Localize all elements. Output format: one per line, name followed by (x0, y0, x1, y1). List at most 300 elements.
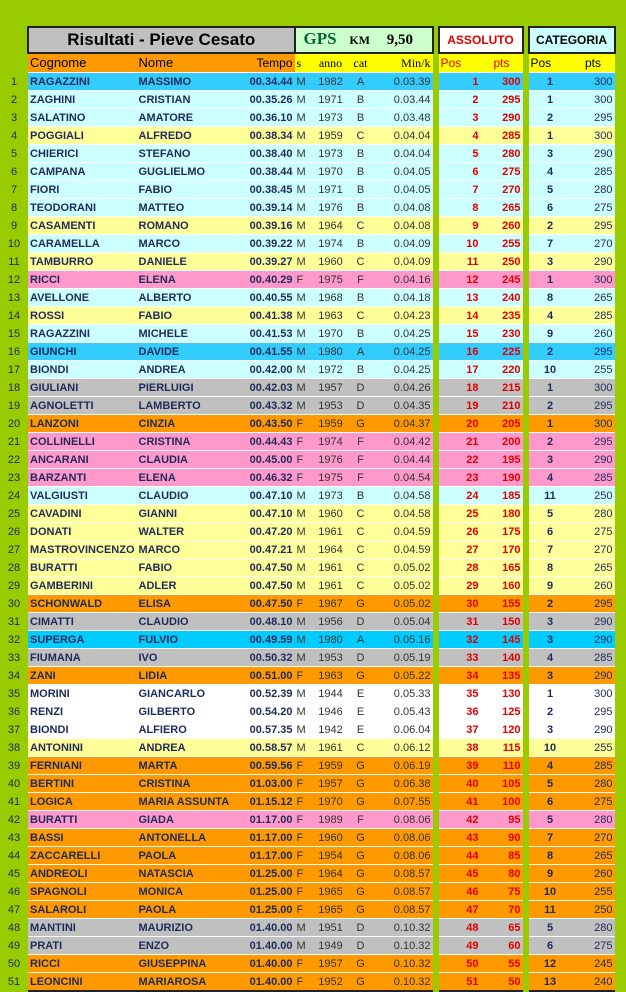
row-number: 31 (0, 613, 28, 631)
assoluto-pos-cell: 32 (439, 631, 481, 649)
row-number: 7 (0, 181, 28, 199)
col-cognome: Cognome (28, 53, 137, 73)
categoria-pts-cell: 295 (572, 433, 615, 451)
assoluto-pos-cell: 42 (439, 811, 481, 829)
assoluto-pos-cell: 27 (439, 541, 481, 559)
categoria-pos-cell: 9 (529, 865, 572, 883)
nome-cell: CLAUDIO (137, 613, 241, 631)
cognome-cell: BERTINI (28, 775, 137, 793)
categoria-pos-cell: 5 (529, 919, 572, 937)
assoluto-pos-cell: 1 (439, 73, 481, 91)
col-min: Min/k (373, 53, 433, 73)
cognome-cell: FIORI (28, 181, 137, 199)
categoria-pts-cell: 270 (572, 541, 615, 559)
assoluto-pts-cell: 50 (481, 973, 523, 992)
tempo-cell: 00.39.16 (241, 217, 295, 235)
cognome-cell: AGNOLETTI (28, 397, 137, 415)
pace-cell: 0.08.06 (373, 811, 433, 829)
assoluto-pos-cell: 47 (439, 901, 481, 919)
col-tempo: Tempo (241, 53, 295, 73)
pace-cell: 0.04.59 (373, 541, 433, 559)
anno-cell: 1989 (313, 811, 349, 829)
row-number: 46 (0, 883, 28, 901)
km-label: KM (349, 33, 370, 47)
pace-cell: 0.03.44 (373, 91, 433, 109)
cat-cell: B (349, 91, 373, 109)
sex-cell: M (295, 577, 313, 595)
categoria-pts-cell: 295 (572, 217, 615, 235)
cognome-cell: TAMBURRO (28, 253, 137, 271)
categoria-pts-cell: 290 (572, 253, 615, 271)
assoluto-pts-cell: 135 (481, 667, 523, 685)
col-cat: cat (349, 53, 373, 73)
sex-cell: M (295, 379, 313, 397)
col-cpts: pts (572, 53, 615, 73)
assoluto-pts-cell: 60 (481, 937, 523, 955)
categoria-pos-cell: 12 (529, 955, 572, 973)
categoria-pos-cell: 5 (529, 775, 572, 793)
cat-cell: G (349, 415, 373, 433)
assoluto-pts-cell: 215 (481, 379, 523, 397)
assoluto-pos-cell: 10 (439, 235, 481, 253)
table-row (0, 739, 615, 757)
col-pos: Pos (439, 53, 481, 73)
row-number: 2 (0, 91, 28, 109)
categoria-pos-cell: 5 (529, 505, 572, 523)
categoria-pts-cell: 285 (572, 649, 615, 667)
pace-cell: 0.03.48 (373, 109, 433, 127)
cat-cell: G (349, 757, 373, 775)
row-number: 38 (0, 739, 28, 757)
assoluto-pos-cell: 34 (439, 667, 481, 685)
nome-cell: ANTONELLA (137, 829, 241, 847)
gps-cell (295, 27, 433, 53)
row-number: 14 (0, 307, 28, 325)
sex-cell: M (295, 361, 313, 379)
anno-cell: 1957 (313, 379, 349, 397)
anno-cell: 1952 (313, 973, 349, 992)
assoluto-pts-cell: 220 (481, 361, 523, 379)
assoluto-pts-cell: 260 (481, 217, 523, 235)
categoria-pos-cell: 6 (529, 523, 572, 541)
sex-cell: M (295, 703, 313, 721)
cat-cell: D (349, 937, 373, 955)
nome-cell: CRISTINA (137, 433, 241, 451)
sex-cell: M (295, 325, 313, 343)
pace-cell: 0.04.42 (373, 433, 433, 451)
table-row (0, 487, 615, 505)
assoluto-pts-cell: 295 (481, 91, 523, 109)
assoluto-pts-cell: 100 (481, 793, 523, 811)
pace-cell: 0.04.09 (373, 253, 433, 271)
pace-cell: 0.04.25 (373, 361, 433, 379)
tempo-cell: 00.39.22 (241, 235, 295, 253)
row-number: 23 (0, 469, 28, 487)
cat-cell: B (349, 289, 373, 307)
tempo-cell: 00.44.43 (241, 433, 295, 451)
cognome-cell: BURATTI (28, 811, 137, 829)
anno-cell: 1961 (313, 523, 349, 541)
nome-cell: CRISTIAN (137, 91, 241, 109)
assoluto-pts-cell: 105 (481, 775, 523, 793)
row-number: 42 (0, 811, 28, 829)
categoria-pos-cell: 1 (529, 379, 572, 397)
results-sheet (0, 26, 616, 992)
categoria-pts-cell: 280 (572, 775, 615, 793)
assoluto-pos-cell: 33 (439, 649, 481, 667)
table-row (0, 217, 615, 235)
anno-cell: 1944 (313, 685, 349, 703)
row-number: 26 (0, 523, 28, 541)
tempo-cell: 00.39.27 (241, 253, 295, 271)
nome-cell: MARIA ASSUNTA (137, 793, 241, 811)
nome-cell: PAOLA (137, 847, 241, 865)
anno-cell: 1963 (313, 307, 349, 325)
pace-cell: 0.04.05 (373, 163, 433, 181)
anno-cell: 1975 (313, 271, 349, 289)
assoluto-pos-cell: 3 (439, 109, 481, 127)
cognome-cell: SALAROLI (28, 901, 137, 919)
cat-cell: F (349, 271, 373, 289)
anno-cell: 1954 (313, 847, 349, 865)
pace-cell: 0.05.19 (373, 649, 433, 667)
sex-cell: M (295, 487, 313, 505)
categoria-pts-cell: 270 (572, 829, 615, 847)
anno-cell: 1953 (313, 649, 349, 667)
cognome-cell: ROSSI (28, 307, 137, 325)
nome-cell: FABIO (137, 559, 241, 577)
tempo-cell: 01.03.00 (241, 775, 295, 793)
pace-cell: 0.04.25 (373, 325, 433, 343)
sex-cell: M (295, 631, 313, 649)
categoria-pos-cell: 1 (529, 91, 572, 109)
assoluto-pts-cell: 195 (481, 451, 523, 469)
sex-cell: M (295, 343, 313, 361)
row-number: 33 (0, 649, 28, 667)
cognome-cell: MORINI (28, 685, 137, 703)
cognome-cell: LEONCINI (28, 973, 137, 992)
pace-cell: 0.08.57 (373, 901, 433, 919)
table-row (0, 829, 615, 847)
anno-cell: 1951 (313, 919, 349, 937)
cat-cell: D (349, 613, 373, 631)
cat-cell: F (349, 451, 373, 469)
cognome-cell: BARZANTI (28, 469, 137, 487)
sex-cell: F (295, 973, 313, 992)
sex-cell: F (295, 901, 313, 919)
table-row (0, 379, 615, 397)
categoria-pos-cell: 10 (529, 883, 572, 901)
cognome-cell: ANCARANI (28, 451, 137, 469)
tempo-cell: 00.41.55 (241, 343, 295, 361)
assoluto-pos-cell: 11 (439, 253, 481, 271)
anno-cell: 1967 (313, 595, 349, 613)
categoria-pts-cell: 300 (572, 415, 615, 433)
nome-cell: MARIAROSA (137, 973, 241, 992)
row-number: 16 (0, 343, 28, 361)
pace-cell: 0.04.37 (373, 415, 433, 433)
table-row (0, 577, 615, 595)
sex-cell: F (295, 829, 313, 847)
assoluto-pos-cell: 43 (439, 829, 481, 847)
row-number: 20 (0, 415, 28, 433)
categoria-pts-cell: 295 (572, 595, 615, 613)
sex-cell: M (295, 127, 313, 145)
cat-cell: C (349, 577, 373, 595)
categoria-pos-cell: 3 (529, 451, 572, 469)
cat-cell: D (349, 397, 373, 415)
assoluto-pts-cell: 120 (481, 721, 523, 739)
col-pts: pts (481, 53, 523, 73)
anno-cell: 1976 (313, 199, 349, 217)
cognome-cell: RENZI (28, 703, 137, 721)
nome-cell: CRISTINA (137, 775, 241, 793)
row-number: 15 (0, 325, 28, 343)
row-number: 30 (0, 595, 28, 613)
categoria-pts-cell: 285 (572, 757, 615, 775)
categoria-header: CATEGORIA (529, 27, 615, 53)
categoria-pos-cell: 8 (529, 289, 572, 307)
categoria-pts-cell: 255 (572, 883, 615, 901)
anno-cell: 1965 (313, 901, 349, 919)
cognome-cell: CAVADINI (28, 505, 137, 523)
pace-cell: 0.05.22 (373, 667, 433, 685)
tempo-cell: 00.41.38 (241, 307, 295, 325)
categoria-pts-cell: 285 (572, 469, 615, 487)
anno-cell: 1964 (313, 217, 349, 235)
assoluto-pts-cell: 210 (481, 397, 523, 415)
cat-cell: A (349, 631, 373, 649)
anno-cell: 1980 (313, 631, 349, 649)
sex-cell: M (295, 181, 313, 199)
anno-cell: 1975 (313, 469, 349, 487)
categoria-pos-cell: 1 (529, 685, 572, 703)
cognome-cell: CHIERICI (28, 145, 137, 163)
assoluto-pts-cell: 175 (481, 523, 523, 541)
assoluto-pts-cell: 300 (481, 73, 523, 91)
categoria-pos-cell: 3 (529, 145, 572, 163)
cat-cell: C (349, 307, 373, 325)
sex-cell: M (295, 739, 313, 757)
anno-cell: 1974 (313, 433, 349, 451)
assoluto-pos-cell: 12 (439, 271, 481, 289)
cat-cell: D (349, 919, 373, 937)
row-number: 36 (0, 703, 28, 721)
categoria-pos-cell: 4 (529, 649, 572, 667)
assoluto-pts-cell: 180 (481, 505, 523, 523)
cognome-cell: LANZONI (28, 415, 137, 433)
categoria-pts-cell: 250 (572, 487, 615, 505)
cat-cell: A (349, 73, 373, 91)
assoluto-pts-cell: 80 (481, 865, 523, 883)
nome-cell: GILBERTO (137, 703, 241, 721)
row-number: 37 (0, 721, 28, 739)
tempo-cell: 01.25.00 (241, 865, 295, 883)
nome-cell: PIERLUIGI (137, 379, 241, 397)
tempo-cell: 00.47.21 (241, 541, 295, 559)
nome-cell: ALBERTO (137, 289, 241, 307)
categoria-pos-cell: 9 (529, 577, 572, 595)
tempo-cell: 00.57.35 (241, 721, 295, 739)
tempo-cell: 01.17.00 (241, 811, 295, 829)
categoria-pos-cell: 2 (529, 217, 572, 235)
sex-cell: M (295, 559, 313, 577)
cat-cell: C (349, 127, 373, 145)
cat-cell: D (349, 379, 373, 397)
assoluto-pos-cell: 24 (439, 487, 481, 505)
categoria-pos-cell: 6 (529, 199, 572, 217)
nome-cell: WALTER (137, 523, 241, 541)
sex-cell: F (295, 415, 313, 433)
assoluto-pos-cell: 48 (439, 919, 481, 937)
pace-cell: 0.05.02 (373, 559, 433, 577)
categoria-pts-cell: 290 (572, 451, 615, 469)
cognome-cell: COLLINELLI (28, 433, 137, 451)
row-number: 34 (0, 667, 28, 685)
tempo-cell: 00.47.20 (241, 523, 295, 541)
nome-cell: AMATORE (137, 109, 241, 127)
tempo-cell: 01.40.00 (241, 919, 295, 937)
sex-cell: F (295, 433, 313, 451)
nome-cell: ELENA (137, 469, 241, 487)
cognome-cell: VALGIUSTI (28, 487, 137, 505)
categoria-pts-cell: 260 (572, 577, 615, 595)
gps-label: GPS (303, 29, 337, 48)
assoluto-pos-cell: 36 (439, 703, 481, 721)
tempo-cell: 00.50.32 (241, 649, 295, 667)
pace-cell: 0.06.38 (373, 775, 433, 793)
row-number: 4 (0, 127, 28, 145)
categoria-pos-cell: 7 (529, 541, 572, 559)
sex-cell: F (295, 667, 313, 685)
sex-cell: M (295, 163, 313, 181)
table-row (0, 667, 615, 685)
categoria-pos-cell: 4 (529, 307, 572, 325)
pace-cell: 0.06.04 (373, 721, 433, 739)
row-number: 10 (0, 235, 28, 253)
categoria-pos-cell: 2 (529, 595, 572, 613)
table-row (0, 433, 615, 451)
cognome-cell: ZAGHINI (28, 91, 137, 109)
assoluto-pts-cell: 70 (481, 901, 523, 919)
tempo-cell: 00.41.53 (241, 325, 295, 343)
assoluto-pos-cell: 50 (439, 955, 481, 973)
nome-cell: GIUSEPPINA (137, 955, 241, 973)
categoria-pts-cell: 270 (572, 235, 615, 253)
table-row (0, 415, 615, 433)
categoria-pos-cell: 3 (529, 721, 572, 739)
tempo-cell: 00.39.14 (241, 199, 295, 217)
anno-cell: 1974 (313, 235, 349, 253)
table-row (0, 451, 615, 469)
tempo-cell: 00.40.29 (241, 271, 295, 289)
col-anno: anno (313, 53, 349, 73)
anno-cell: 1953 (313, 397, 349, 415)
tempo-cell: 00.47.10 (241, 487, 295, 505)
categoria-pos-cell: 8 (529, 847, 572, 865)
row-number: 44 (0, 847, 28, 865)
cognome-cell: POGGIALI (28, 127, 137, 145)
nome-cell: MARTA (137, 757, 241, 775)
anno-cell: 1959 (313, 415, 349, 433)
anno-cell: 1965 (313, 883, 349, 901)
tempo-cell: 01.17.00 (241, 829, 295, 847)
tempo-cell: 00.38.34 (241, 127, 295, 145)
table-row (0, 919, 615, 937)
cat-cell: C (349, 253, 373, 271)
nome-cell: MONICA (137, 883, 241, 901)
tempo-cell: 00.43.50 (241, 415, 295, 433)
categoria-pos-cell: 11 (529, 487, 572, 505)
tempo-cell: 00.51.00 (241, 667, 295, 685)
tempo-cell: 01.25.00 (241, 901, 295, 919)
tempo-cell: 01.40.00 (241, 955, 295, 973)
categoria-pos-cell: 3 (529, 631, 572, 649)
sex-cell: M (295, 73, 313, 91)
assoluto-pts-cell: 75 (481, 883, 523, 901)
col-nome: Nome (137, 53, 241, 73)
row-number: 12 (0, 271, 28, 289)
categoria-pts-cell: 245 (572, 955, 615, 973)
sex-cell: F (295, 595, 313, 613)
cognome-cell: RICCI (28, 955, 137, 973)
cognome-cell: FIUMANA (28, 649, 137, 667)
row-number: 27 (0, 541, 28, 559)
categoria-pts-cell: 290 (572, 613, 615, 631)
categoria-pts-cell: 265 (572, 559, 615, 577)
cognome-cell: BIONDI (28, 361, 137, 379)
assoluto-pts-cell: 250 (481, 253, 523, 271)
anno-cell: 1970 (313, 163, 349, 181)
row-number: 48 (0, 919, 28, 937)
pace-cell: 0.04.05 (373, 181, 433, 199)
cognome-cell: TEODORANI (28, 199, 137, 217)
tempo-cell: 00.42.03 (241, 379, 295, 397)
anno-cell: 1957 (313, 775, 349, 793)
nome-cell: ENZO (137, 937, 241, 955)
cognome-cell: GAMBERINI (28, 577, 137, 595)
assoluto-pos-cell: 9 (439, 217, 481, 235)
sex-cell: F (295, 469, 313, 487)
sex-cell: M (295, 685, 313, 703)
assoluto-pts-cell: 235 (481, 307, 523, 325)
cat-cell: E (349, 685, 373, 703)
assoluto-pos-cell: 4 (439, 127, 481, 145)
anno-cell: 1949 (313, 937, 349, 955)
tempo-cell: 01.17.00 (241, 847, 295, 865)
assoluto-pts-cell: 275 (481, 163, 523, 181)
assoluto-pos-cell: 20 (439, 415, 481, 433)
table-row (0, 271, 615, 289)
table-row (0, 847, 615, 865)
nome-cell: ANDREA (137, 361, 241, 379)
categoria-pos-cell: 8 (529, 559, 572, 577)
nome-cell: NATASCIA (137, 865, 241, 883)
table-row (0, 631, 615, 649)
assoluto-pos-cell: 45 (439, 865, 481, 883)
row-number: 25 (0, 505, 28, 523)
sex-cell: F (295, 451, 313, 469)
pace-cell: 0.05.02 (373, 595, 433, 613)
anno-cell: 1972 (313, 361, 349, 379)
assoluto-pos-cell: 23 (439, 469, 481, 487)
row-number: 41 (0, 793, 28, 811)
sex-cell: M (295, 217, 313, 235)
assoluto-pos-cell: 30 (439, 595, 481, 613)
pace-cell: 0.10.32 (373, 955, 433, 973)
sex-cell: M (295, 505, 313, 523)
assoluto-pts-cell: 145 (481, 631, 523, 649)
